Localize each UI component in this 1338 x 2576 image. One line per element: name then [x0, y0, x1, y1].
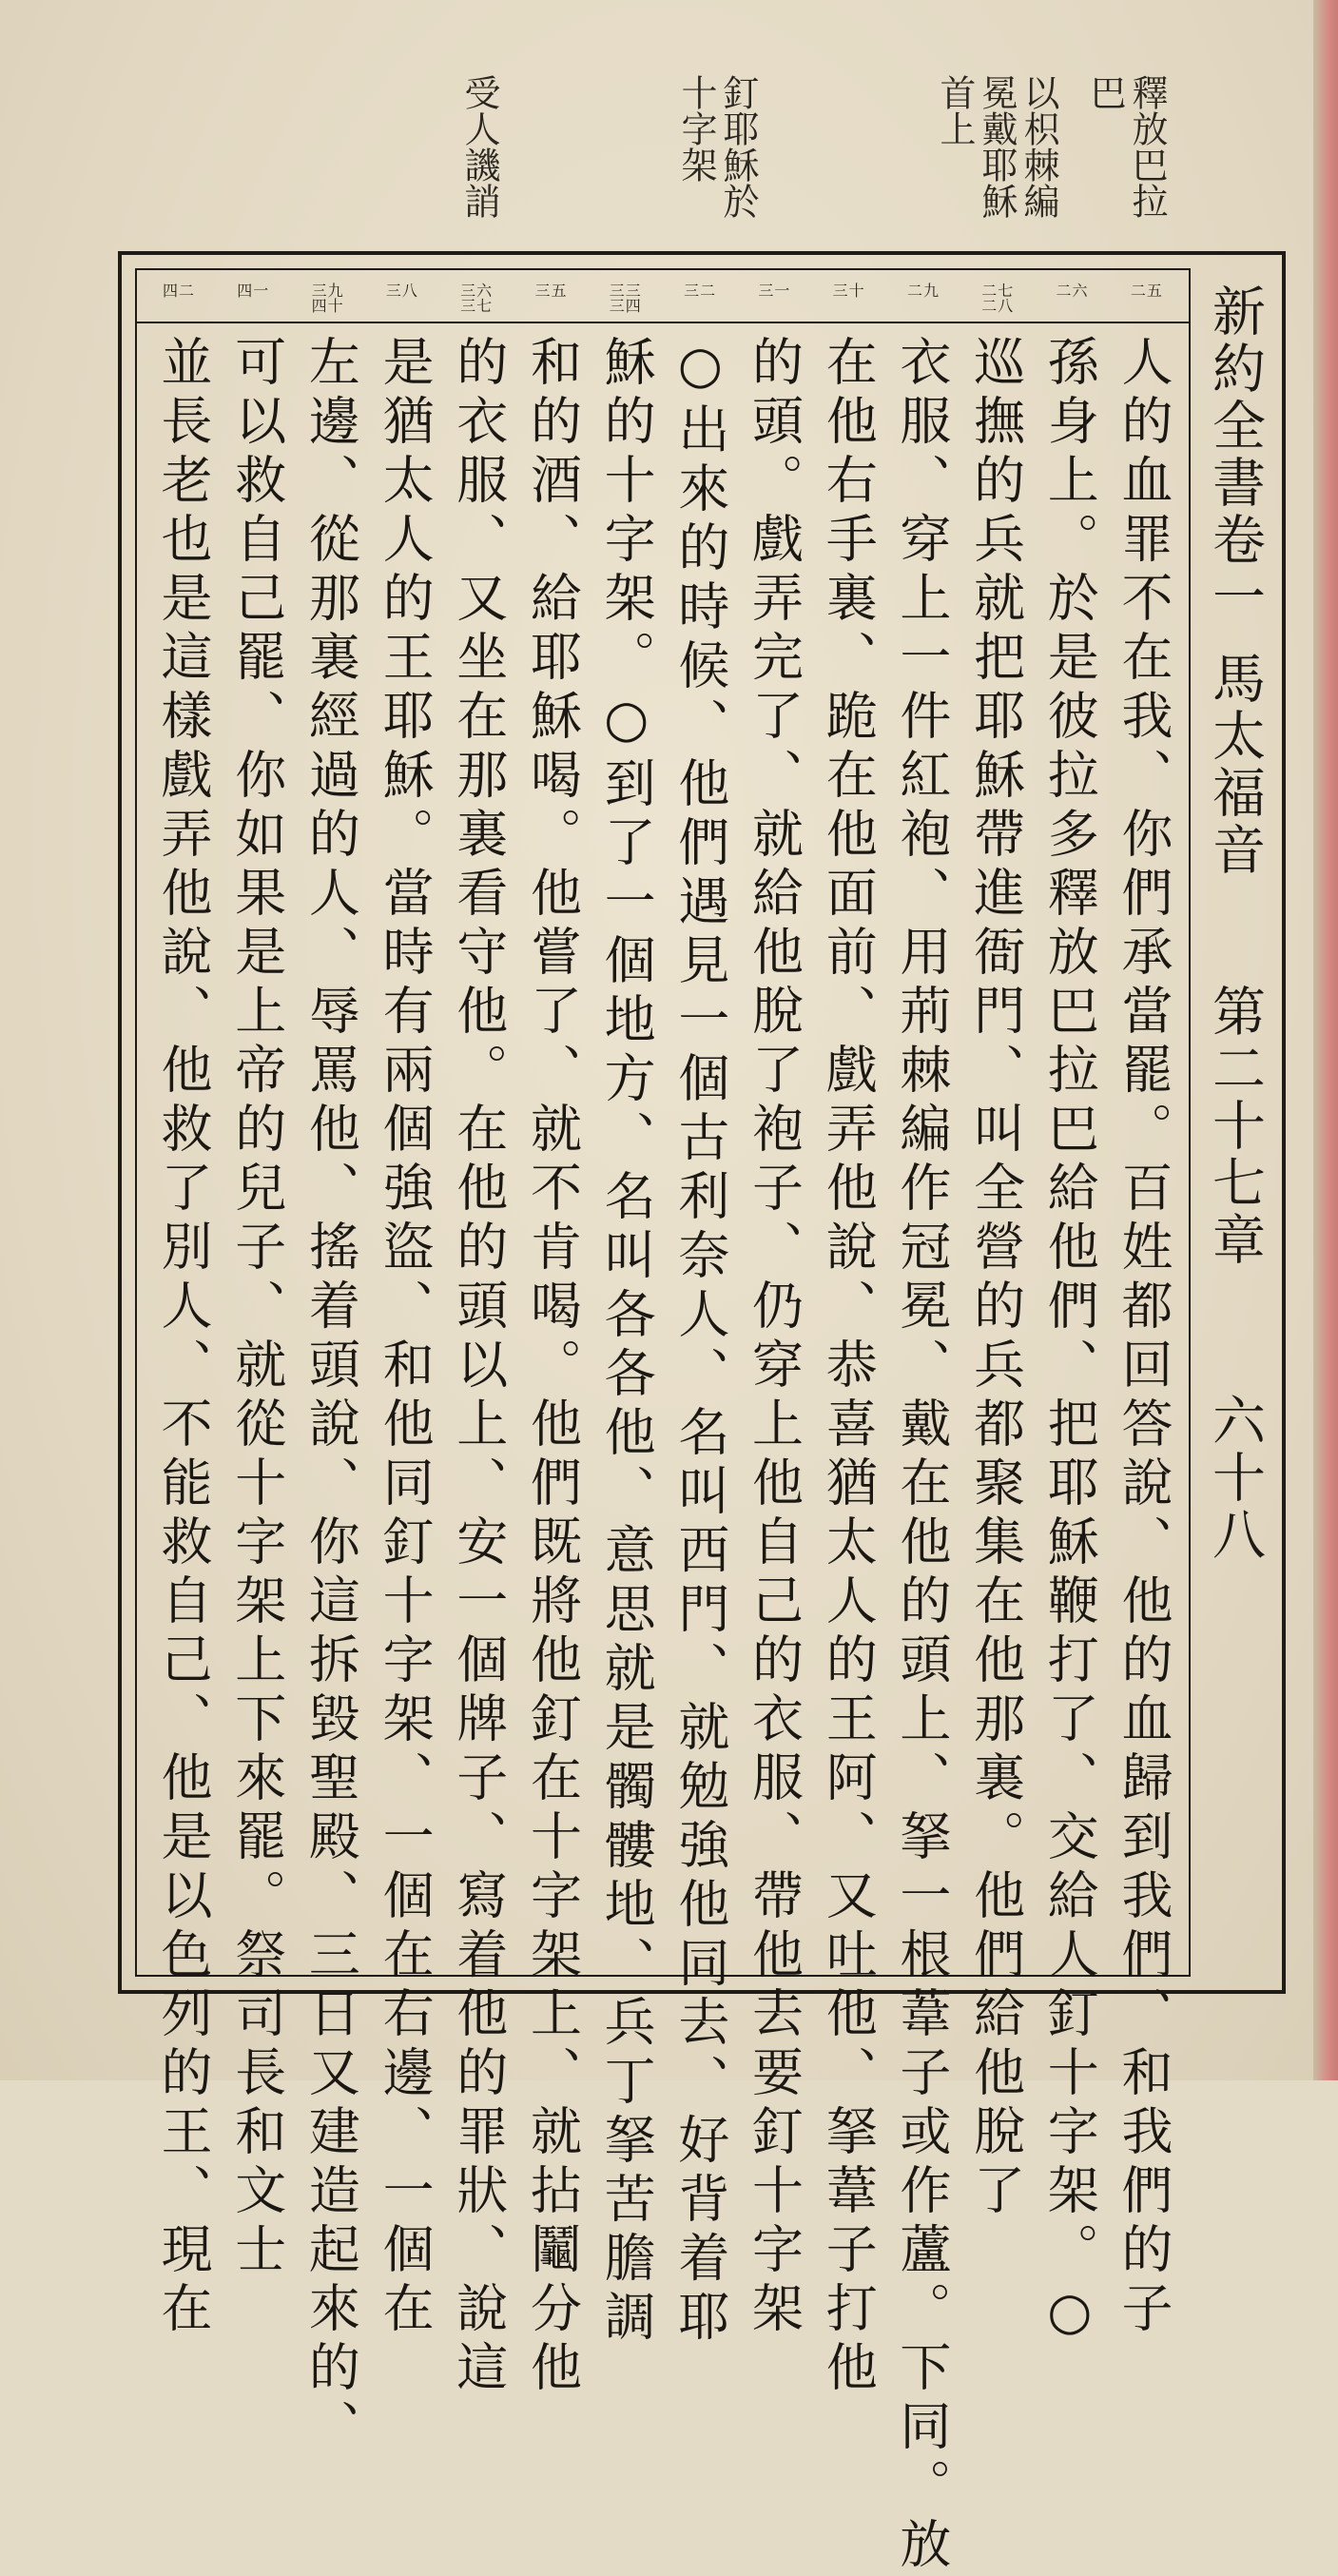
text-column: ○出來的時候、他們遇見一個古利奈人、名叫西門、就勉強他同去、好背着耶 [669, 335, 730, 2349]
margin-note-crown-of-thorns [935, 74, 1058, 241]
verse-number: 二五 [1130, 282, 1163, 300]
text-column: 在他右手裏、跪在他面前、戲弄他說、恭喜猶太人的王阿、又吐他、拏葦子打他 [818, 335, 879, 2399]
text-column: 的衣服、又坐在那裏看守他。在他的頭以上、安一個牌子、寫着他的罪狀、說這 [448, 335, 509, 2399]
verse-number: 三六 三七 [460, 282, 494, 315]
margin-note-release-barabbas [1085, 74, 1167, 241]
scripture-text [137, 323, 1189, 2576]
text-column: 孫身上。於是彼拉多釋放巴拉巴給他們、把耶穌鞭打了、交給人釘十字架。○ [1039, 335, 1100, 2349]
verse-number: 三十 [832, 282, 865, 300]
margin-note-line: 以枳棘編 [1018, 74, 1059, 219]
verse-number: 四一 [237, 282, 270, 300]
text-frame [118, 251, 1286, 2576]
text-column: 的頭。戲弄完了、就給他脫了袍子、仍穿上他自己的衣服、帶他去要釘十字架 [744, 335, 805, 2340]
verse-number: 三三 三四 [609, 282, 642, 315]
margin-note-crucifixion [676, 74, 758, 241]
verse-number: 三八 [385, 282, 418, 300]
book-title: 新約全書卷一 [1204, 283, 1266, 626]
margin-notes [314, 74, 1167, 241]
running-header [1204, 276, 1266, 1969]
text-column: 左邊、從那裏經過的人、辱罵他、搖着頭說、你這拆毀聖殿、三日又建造起來的、 [301, 335, 361, 2458]
margin-note-mocked [459, 74, 499, 241]
text-column: 巡撫的兵就把耶穌帶進衙門、叫全營的兵都聚集在他那裏。他們給他脫了 [965, 335, 1026, 2222]
margin-note-line: 十字架 [675, 74, 717, 183]
text-column: 可以救自己罷、你如果是上帝的兒子、就從十字架上下來罷。祭司長和文士 [226, 335, 287, 2281]
verse-number: 三九 四十 [311, 282, 344, 315]
verse-number-band [137, 270, 1189, 323]
margin-note-line: 巴 [1084, 74, 1126, 110]
margin-note-line: 釋放巴拉 [1126, 74, 1168, 219]
text-block [135, 268, 1191, 2576]
margin-note-line: 受人譏誚 [458, 74, 500, 219]
verse-number: 三二 [684, 282, 717, 300]
verse-number: 二六 [1056, 282, 1089, 300]
margin-note-line: 冕戴耶穌 [976, 74, 1018, 219]
verse-number: 三一 [758, 282, 791, 300]
verse-number: 三五 [534, 282, 568, 300]
verse-number: 二七 二八 [981, 282, 1015, 315]
verse-number: 四二 [162, 282, 195, 300]
chapter-label: 第二十七章 [1204, 984, 1266, 1269]
verse-number: 二九 [906, 282, 940, 300]
text-column: 人的血罪不在我、你們承當罷。百姓都回答說、他的血歸到我們、和我們的子 [1113, 335, 1173, 2340]
page-number: 六十八 [1204, 1393, 1266, 1564]
page-edge [1313, 0, 1338, 2080]
text-column: 穌的十字架。○到了一個地方、名叫各各他、意思就是髑髏地、兵丁拏苦膽調 [596, 335, 657, 2349]
text-column: 是猶太人的王耶穌。當時有兩個強盜、和他同釘十字架、一個在右邊、一個在 [375, 335, 436, 2340]
text-column: 衣服、穿上一件紅袍、用荊棘編作冠冕、戴在他的頭上、拏一根葦子或作蘆。下同。放 [891, 335, 952, 2576]
text-column: 和的酒、給耶穌喝。他嘗了、就不肯喝。他們既將他釘在十字架上、就拈鬮分他 [522, 335, 583, 2399]
gospel-name: 馬太福音 [1204, 651, 1266, 879]
margin-note-line: 釘耶穌於 [717, 74, 759, 219]
text-column: 並長老也是這樣戲弄他說、他救了別人、不能救自己、他是以色列的王、現在 [153, 335, 213, 2340]
margin-note-line: 首上 [934, 74, 976, 146]
